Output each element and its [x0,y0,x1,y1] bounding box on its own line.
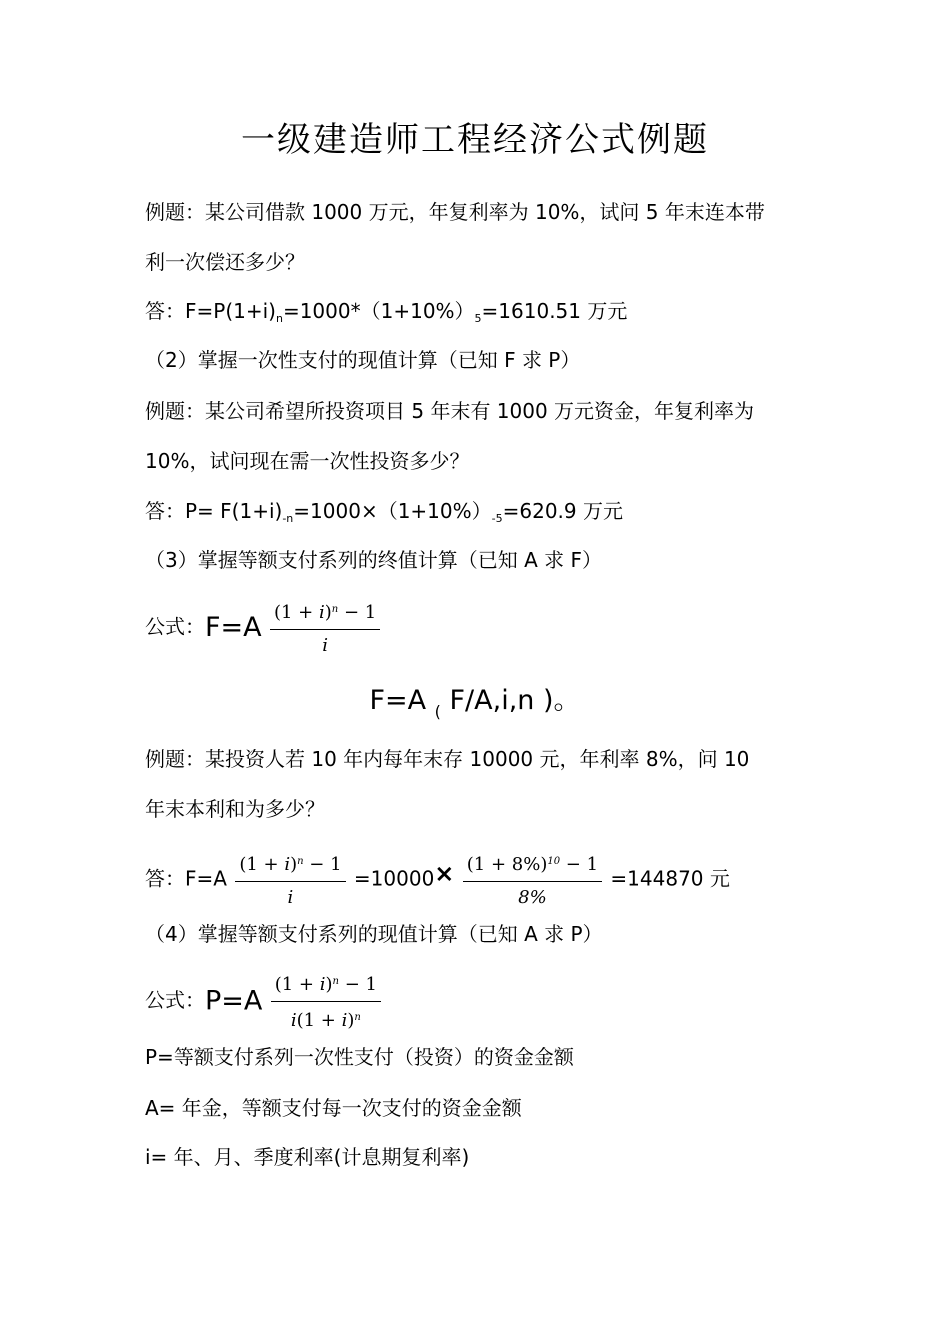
example1-line1: 例题：某公司借款 1000 万元，年复利率为 10%，试问 5 年末连本带 [145,200,765,224]
fa-factor-formula: F=A $_($ F/A,i,n )。 [369,685,581,721]
example3-line1: 例题：某投资人若 10 年内每年末存 10000 元，年利率 8%，问 10 [145,747,750,771]
section4-heading: （4）掌握等额支付系列的现值计算（已知 A 求 P） [145,922,603,946]
formula-lhs: P=A [205,985,263,1017]
pa-fraction: $\frac{(1 + i)^n - 1}{i(1 + i)^n}$ [271,968,381,1035]
example1-answer: 答：$F=P(1+i)_n=1000*(1+10\%)_5=1610.51$ 万元 [145,299,628,325]
example1-line2: 利一次偿还多少？ [145,250,305,274]
formula-lhs: F=A [205,612,262,643]
example3-line2: 年末本利和为多少？ [145,797,325,821]
example3-answer: 答：F=A $\frac{(1 + i)^n - 1}{i}$ =10000× $\frac{(1 + 8\%)^{10} - 1}{8\%}$ =144870 元 [145,848,730,912]
example2-line1: 例题：某公司希望所投资项目 5 年末有 1000 万元资金，年复利率为 [145,399,755,423]
page-title: 一级建造师工程经济公式例题 [241,120,709,160]
answer-fraction-symbolic: $\frac{(1 + i)^n - 1}{i}$ [235,848,345,912]
section3-heading: （3）掌握等额支付系列的终值计算（已知 A 求 F） [145,548,602,572]
section4-formula [145,968,383,1035]
section2-heading: （2）掌握一次性支付的现值计算（已知 F 求 P） [145,348,581,372]
example2-answer: 答：$P= F(1+i)_{-n}=1000\times(1+10\%)_{-5}=620.9$ 万元 [145,499,623,525]
formula-label: 公式： [145,988,205,1012]
section3-formula [145,596,382,660]
example2-line2: 10%，试问现在需一次性投资多少？ [145,449,470,473]
definition-i: i= 年、月、季度利率(计息期复利率) [145,1145,470,1169]
definition-a: A= 年金，等额支付每一次支付的资金金额 [145,1096,522,1120]
definition-p: P=等额支付系列一次性支付（投资）的资金金额 [145,1045,574,1069]
fa-fraction: $\frac{(1 + i)^n - 1}{i}$ [270,596,380,660]
formula-label: 公式： [145,614,205,639]
answer-fraction-numeric: $\frac{(1 + 8\%)^{10} - 1}{8\%}$ [463,848,602,912]
